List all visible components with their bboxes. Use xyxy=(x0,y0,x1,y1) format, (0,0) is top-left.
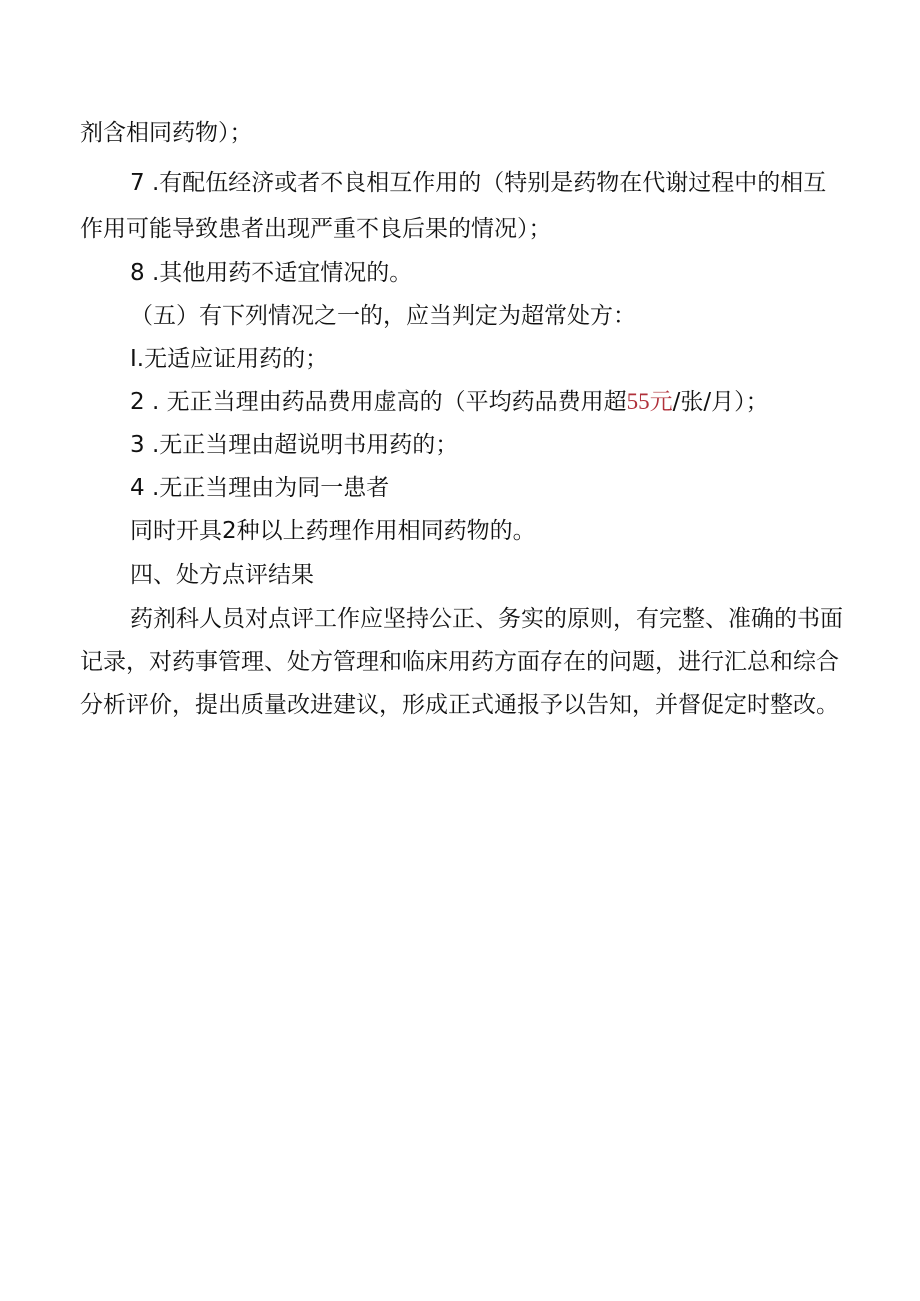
text-line: 剂含相同药物）； xyxy=(80,120,253,146)
list-item-3: 3 .无正当理由超说明书用药的； xyxy=(130,432,459,458)
list-item-2 xyxy=(130,387,769,417)
list-item-4: 4 .无正当理由为同一患者 xyxy=(130,475,390,501)
text-line: 同时开具2种以上药理作用相同药物的。 xyxy=(130,518,536,544)
paragraph-line: 分析评价，提出质量改进建议，形成正式通报予以告知，并督促定时整改。 xyxy=(80,692,839,718)
list-item-2-text: 2 . 无正当理由药品费用虚高的（平均药品费用超 xyxy=(130,389,627,415)
list-item-7: 7 .有配伍经济或者不良相互作用的（特别是药物在代谢过程中的相互 xyxy=(130,170,827,196)
text-line: 作用可能导致患者出现严重不良后果的情况）； xyxy=(80,216,552,242)
section-heading-5: （五）有下列情况之一的，应当判定为超常处方： xyxy=(130,303,636,329)
list-item-8: 8 .其他用药不适宜情况的。 xyxy=(130,260,413,286)
list-item-2-suffix: /张/月）； xyxy=(672,389,769,415)
paragraph-line: 药剂科人员对点评工作应坚持公正、务实的原则，有完整、准确的书面 xyxy=(130,606,843,632)
price-highlight: 55元 xyxy=(626,389,673,414)
list-item-1: I.无适应证用药的； xyxy=(130,346,329,372)
paragraph-line: 记录，对药事管理、处方管理和临床用药方面存在的问题，进行汇总和综合 xyxy=(80,649,839,675)
section-heading-4: 四、处方点评结果 xyxy=(130,562,314,588)
